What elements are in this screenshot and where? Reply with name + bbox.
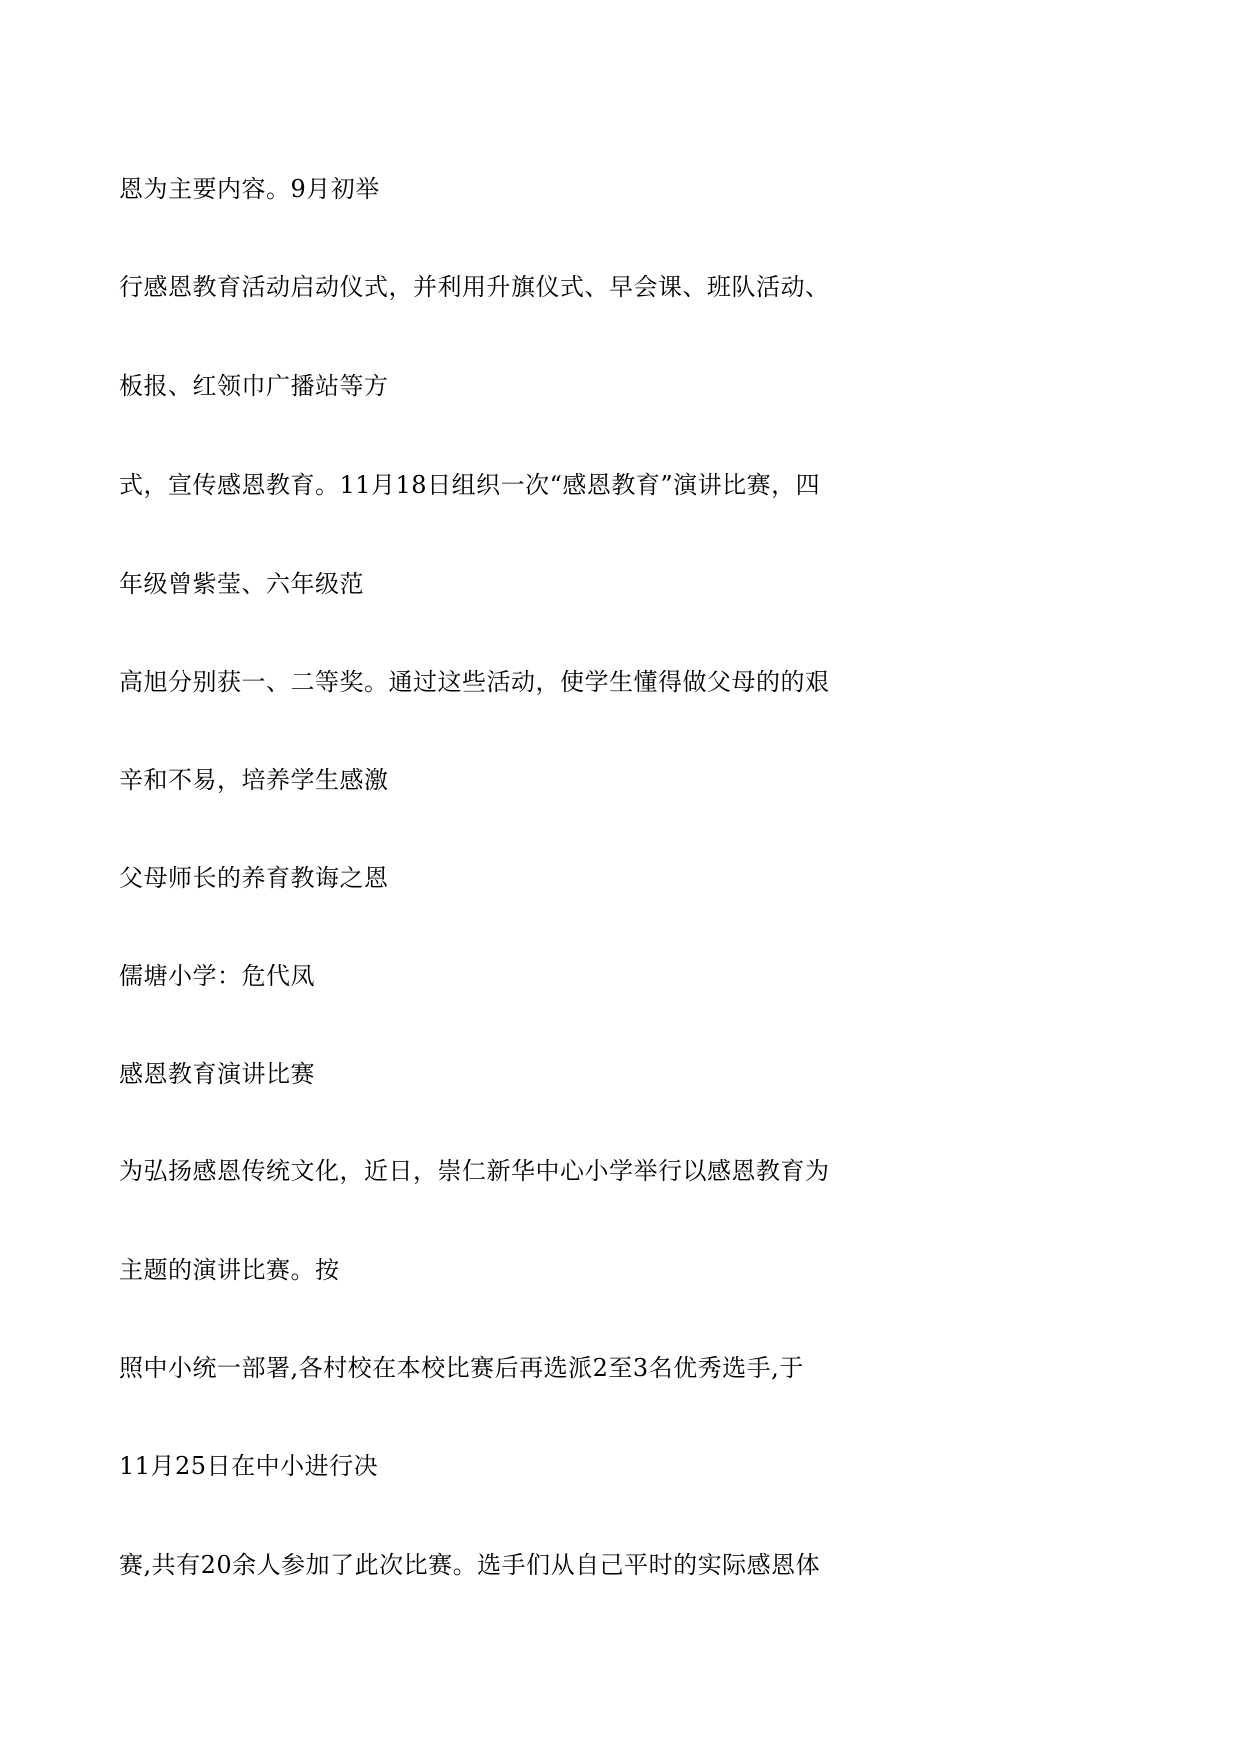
body-text-line: 为弘扬感恩传统文化，近日，崇仁新华中心小学举行以感恩教育为	[119, 1157, 830, 1185]
body-text-line: 恩为主要内容。9月初举	[119, 175, 380, 203]
section-heading: 感恩教育演讲比赛	[119, 1060, 315, 1088]
body-text-line: 赛,共有20余人参加了此次比赛。选手们从自己平时的实际感恩体	[119, 1551, 821, 1579]
author-line: 儒塘小学：危代凤	[119, 962, 315, 990]
body-text-line: 高旭分别获一、二等奖。通过这些活动，使学生懂得做父母的的艰	[119, 668, 830, 696]
body-text-line: 板报、红领巾广播站等方	[119, 372, 389, 400]
body-text-line: 11月25日在中小进行决	[119, 1452, 379, 1480]
body-text-line: 年级曾紫莹、六年级范	[119, 570, 364, 598]
body-text-line: 照中小统一部署,各村校在本校比赛后再选派2至3名优秀选手,于	[119, 1354, 804, 1382]
body-text-line: 辛和不易，培养学生感激	[119, 766, 389, 794]
body-text-line: 式，宣传感恩教育。11月18日组织一次“感恩教育”演讲比赛，四	[119, 471, 821, 499]
body-text-line: 父母师长的养育教诲之恩	[119, 864, 389, 892]
body-text-line: 主题的演讲比赛。按	[119, 1256, 340, 1284]
body-text-line: 行感恩教育活动启动仪式，并利用升旗仪式、早会课、班队活动、	[119, 273, 830, 301]
